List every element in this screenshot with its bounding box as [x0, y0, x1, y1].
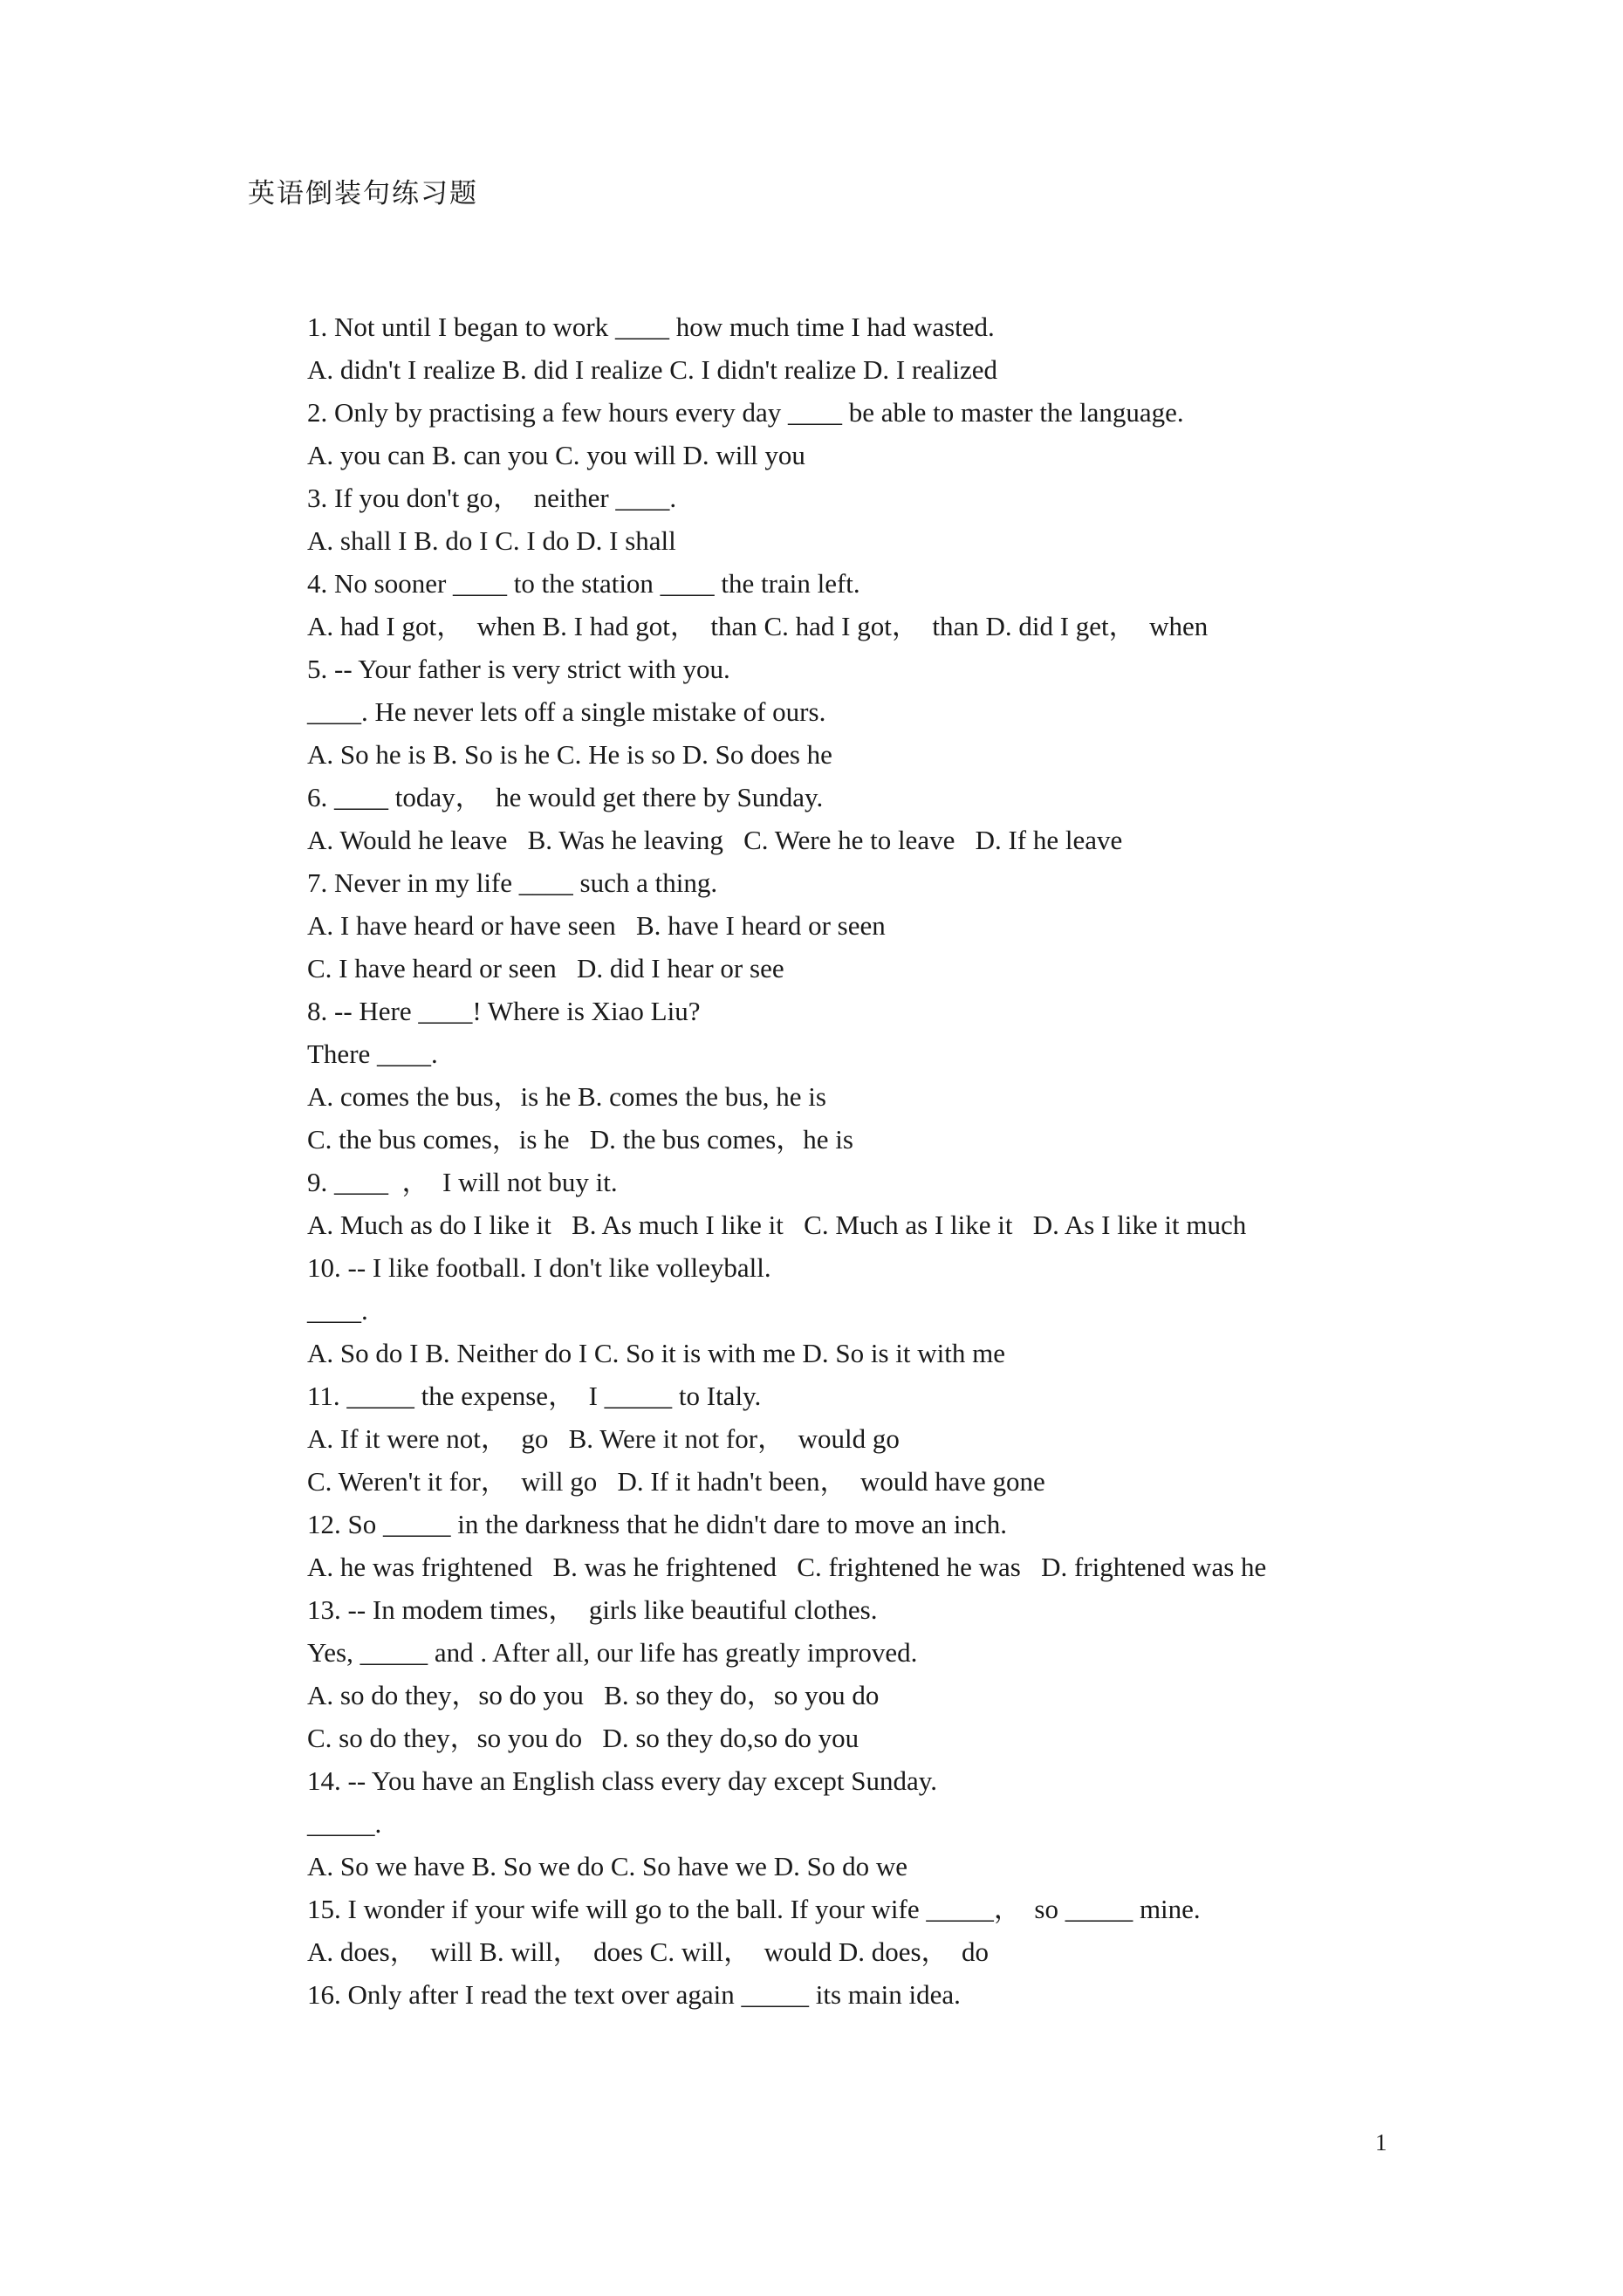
options-14: A. So we have B. So we do C. So have we D. So do we — [307, 1851, 907, 1881]
question-9: 9. ____ ， I will not buy it. — [307, 1167, 618, 1197]
options-6: A. Would he leave B. Was he leaving C. Were he to leave D. If he leave — [307, 825, 1123, 855]
question-16: 16. Only after I read the text over again _____ its main idea. — [307, 1979, 961, 2010]
question-8-response: There ____. — [307, 1038, 438, 1069]
options-8-a-b: A. comes the bus，is he B. comes the bus, he is — [307, 1081, 826, 1112]
options-9: A. Much as do I like it B. As much I like it C. Much as I like it D. As I like it much — [307, 1210, 1247, 1240]
options-5: A. So he is B. So is he C. He is so D. So does he — [307, 739, 832, 770]
exercise-list — [307, 305, 1442, 2016]
options-11-c-d: C. Weren't it for， will go D. If it hadn't been， would have gone — [307, 1466, 1045, 1497]
options-15: A. does， will B. will， does C. will， would D. does， do — [307, 1936, 990, 1967]
question-5-response: ____. He never lets off a single mistake of ours. — [307, 696, 826, 727]
question-4: 4. No sooner ____ to the station ____ the train left. — [307, 568, 860, 599]
options-12: A. he was frightened B. was he frightened C. frightened he was D. frightened was he — [307, 1552, 1267, 1582]
options-3: A. shall I B. do I C. I do D. I shall — [307, 525, 676, 556]
question-1: 1. Not until I began to work ____ how much time I had wasted. — [307, 312, 995, 342]
options-1: A. didn't I realize B. did I realize C. I didn't realize D. I realized — [307, 354, 997, 385]
options-7-c-d: C. I have heard or seen D. did I hear or see — [307, 953, 784, 984]
page-number: 1 — [1375, 2129, 1387, 2155]
question-3: 3. If you don't go， neither ____. — [307, 483, 677, 513]
question-8: 8. -- Here ____! Where is Xiao Liu? — [307, 996, 701, 1026]
options-4: A. had I got， when B. I had got， than C. had I got， than D. did I get， when — [307, 611, 1209, 641]
question-11: 11. _____ the expense， I _____ to Italy. — [307, 1381, 762, 1411]
question-12: 12. So _____ in the darkness that he didn't dare to move an inch. — [307, 1509, 1007, 1539]
options-10: A. So do I B. Neither do I C. So it is with me D. So is it with me — [307, 1338, 1005, 1368]
question-13-response: Yes, _____ and . After all, our life has greatly improved. — [307, 1637, 918, 1668]
options-13-a-b: A. so do they，so do you B. so they do，so you do — [307, 1680, 880, 1710]
question-2: 2. Only by practising a few hours every day ____ be able to master the language. — [307, 397, 1184, 428]
question-14: 14. -- You have an English class every day except Sunday. — [307, 1765, 938, 1796]
question-15: 15. I wonder if your wife will go to the ball. If your wife _____， so _____ mine. — [307, 1894, 1201, 1924]
question-6: 6. ____ today， he would get there by Sunday. — [307, 782, 824, 812]
question-13: 13. -- In modem times， girls like beautiful clothes. — [307, 1594, 878, 1625]
question-7: 7. Never in my life ____ such a thing. — [307, 867, 718, 898]
question-10: 10. -- I like football. I don't like volleyball. — [307, 1252, 771, 1283]
options-11-a-b: A. If it were not， go B. Were it not for， would go — [307, 1423, 900, 1454]
question-10-response: ____. — [307, 1295, 368, 1326]
options-8-c-d: C. the bus comes，is he D. the bus comes，he is — [307, 1124, 853, 1155]
options-13-c-d: C. so do they，so you do D. so they do,so do you — [307, 1723, 859, 1753]
question-14-response: _____. — [307, 1808, 382, 1839]
options-2: A. you can B. can you C. you will D. will you — [307, 440, 805, 470]
document-title: 英语倒装句练习题 — [248, 178, 478, 209]
question-5: 5. -- Your father is very strict with you. — [307, 654, 730, 684]
options-7-a-b: A. I have heard or have seen B. have I heard or seen — [307, 910, 886, 941]
